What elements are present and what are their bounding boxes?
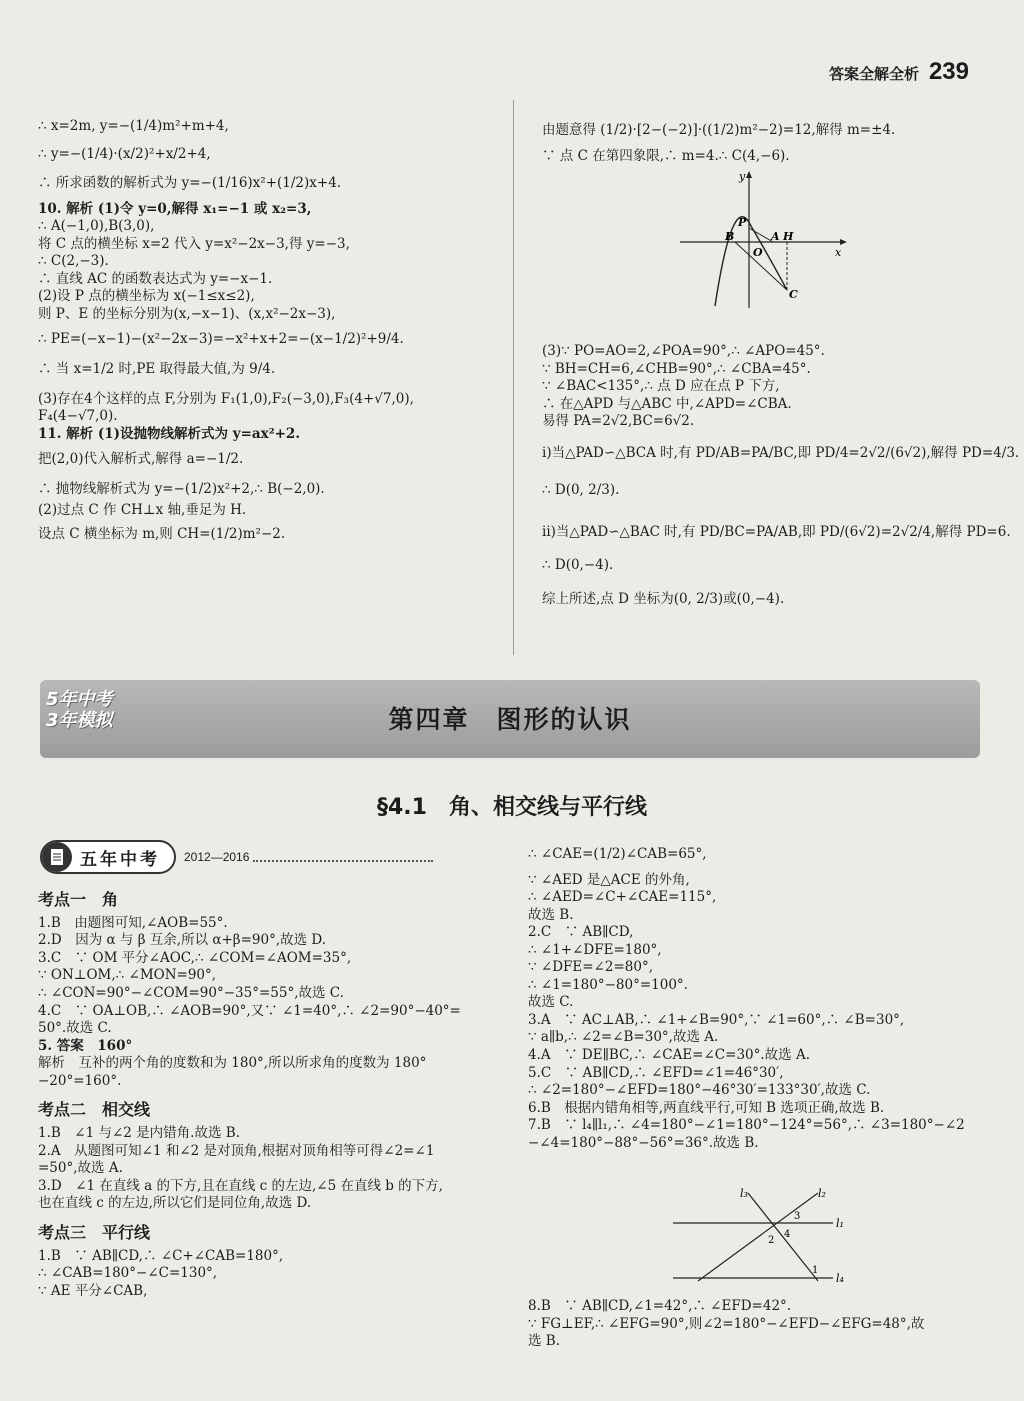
answer-line: −∠4=180°−88°−56°=36°.故选 B. xyxy=(528,1134,759,1151)
fig-label-3: 3 xyxy=(794,1211,801,1222)
fig-label-l4: l₄ xyxy=(836,1272,844,1285)
page-number: 239 xyxy=(928,58,969,85)
graph-label-y: y xyxy=(739,170,746,183)
fig-label-l1: l₁ xyxy=(836,1217,844,1230)
answer-line: 2.C ∵ AB∥CD, xyxy=(528,924,634,941)
text-line: ∴ A(−1,0),B(3,0), xyxy=(38,218,155,235)
answer-line: ∵ ON⊥OM,∴ ∠MON=90°, xyxy=(38,967,217,984)
text-line: 综上所述,点 D 坐标为(0, 2/3)或(0,−4). xyxy=(542,590,785,607)
answer-line: 7.B ∵ l₄∥l₁,∴ ∠4=180°−∠1=180°−124°=56°,∴ ∠3=180°−∠2 xyxy=(528,1117,965,1134)
topic-heading: 考点三 平行线 xyxy=(38,1222,151,1242)
answer-line: 2.A 从题图可知∠1 和∠2 是对顶角,根据对顶角相等可得∠2=∠1 xyxy=(38,1142,435,1159)
answer-line: 2.D 因为 α 与 β 互余,所以 α+β=90°,故选 D. xyxy=(38,932,327,949)
chapter-banner xyxy=(40,680,980,758)
page-header xyxy=(829,58,969,86)
graph-label-b: B xyxy=(725,230,735,243)
answer-line: 5.C ∵ AB∥CD,∴ ∠EFD=∠1=46°30′, xyxy=(528,1064,784,1081)
left-column xyxy=(38,118,508,543)
text-line: ii)当△PAD∽△BAC 时,有 PD/BC=PA/AB,即 PD/(6√2)=2√2/4,解得 PD=6. xyxy=(542,523,1011,540)
topic-heading: 考点二 相交线 xyxy=(38,1100,151,1120)
answer-line: 也在直线 c 的左边,所以它们是同位角,故选 D. xyxy=(38,1195,312,1212)
answer-line: 1.B ∵ AB∥CD,∴ ∠C+∠CAB=180°, xyxy=(38,1247,284,1264)
text-line: (2)设 P 点的横坐标为 x(−1≤x≤2), xyxy=(38,288,255,305)
text-line: F₄(4−√7,0). xyxy=(38,408,118,425)
text-line: 将 C 点的横坐标 x=2 代入 y=x²−2x−3,得 y=−3, xyxy=(38,235,350,252)
right-column-last xyxy=(528,1298,988,1351)
text-line: ∴ C(2,−3). xyxy=(38,253,109,270)
answer-line: 3.C ∵ OM 平分∠AOC,∴ ∠COM=∠AOM=35°, xyxy=(38,949,352,966)
fig-label-l2: l₂ xyxy=(818,1187,826,1200)
graph-label-c: C xyxy=(789,288,798,301)
graph-label-h: H xyxy=(783,230,794,243)
right-column-bottom xyxy=(542,343,1020,608)
logo-line: 3年模拟 xyxy=(46,709,113,731)
answer-line: 4.A ∵ DE∥BC,∴ ∠CAE=∠C=30°.故选 A. xyxy=(528,1047,810,1064)
parallel-lines-figure xyxy=(668,1183,858,1288)
answer-line: ∴ ∠AED=∠C+∠CAE=115°, xyxy=(528,889,717,906)
answer-line: 选 B. xyxy=(528,1333,561,1350)
text-line: ∵ BH=CH=6,∠CHB=90°,∴ ∠CBA=45°. xyxy=(542,360,811,377)
text-line: ∵ 点 C 在第四象限,∴ m=4.∴ C(4,−6). xyxy=(542,147,790,164)
answer-line: ∵ FG⊥EF,∴ ∠EFG=90°,则∠2=180°−∠EFD−∠EFG=48°,故 xyxy=(528,1315,925,1332)
text-line: (3)存在4个这样的点 F,分别为 F₁(1,0),F₂(−3,0),F₃(4+√7,0), xyxy=(38,390,414,407)
chapter-title: 第四章 图形的认识 xyxy=(388,705,632,734)
text-line: ∴ 当 x=1/2 时,PE 取得最大值,为 9/4. xyxy=(38,361,276,378)
dotted-rule xyxy=(253,852,433,862)
answer-line: ∴ ∠CON=90°−∠COM=90°−35°=55°,故选 C. xyxy=(38,984,344,1001)
graph-label-o: O xyxy=(753,246,763,259)
answer-line: ∵ ∠DFE=∠2=80°, xyxy=(528,959,653,976)
logo-line: 5年中考 xyxy=(46,689,113,710)
header-title: 答案全解全析 xyxy=(828,65,919,83)
text-line: ∴ D(0,−4). xyxy=(542,557,614,574)
answer-line: 故选 C. xyxy=(528,994,574,1011)
year-range: 2012—2016 xyxy=(184,850,250,864)
text-line: ∴ 所求函数的解析式为 y=−(1/16)x²+(1/2)x+4. xyxy=(38,175,342,192)
parabola-graph xyxy=(675,168,850,313)
text-line: ∴ x=2m, y=−(1/4)m²+m+4, xyxy=(38,118,229,134)
text-line: (2)过点 C 作 CH⊥x 轴,垂足为 H. xyxy=(38,502,247,519)
text-line: 易得 PA=2√2,BC=6√2. xyxy=(542,413,695,430)
answer-line: 8.B ∵ AB∥CD,∠1=42°,∴ ∠EFD=42°. xyxy=(528,1298,792,1314)
text-line: (3)∵ PO=AO=2,∠POA=90°,∴ ∠APO=45°. xyxy=(542,343,825,359)
answer-line: ∵ ∠AED 是△ACE 的外角, xyxy=(528,871,690,888)
text-line: ∴ PE=(−x−1)−(x²−2x−3)=−x²+x+2=−(x−1/2)²+9/4. xyxy=(38,331,404,348)
answer-line: ∴ ∠1=180°−80°=100°. xyxy=(528,976,688,993)
answer-line: 3.A ∵ AC⊥AB,∴ ∠1+∠B=90°,∵ ∠1=60°,∴ ∠B=30°, xyxy=(528,1011,905,1028)
answer-line: ∵ a∥b,∴ ∠2=∠B=30°,故选 A. xyxy=(528,1029,719,1046)
answer-line: ∴ ∠1+∠DFE=180°, xyxy=(528,941,662,958)
five-year-exam-label: 五年中考 xyxy=(80,849,160,870)
fig-label-2: 2 xyxy=(768,1235,775,1246)
answer-line: 6.B 根据内错角相等,两直线平行,可知 B 选项正确,故选 B. xyxy=(528,1099,885,1116)
answer-line: ∴ ∠CAE=(1/2)∠CAB=65°, xyxy=(528,846,707,862)
text-line: 把(2,0)代入解析式,解得 a=−1/2. xyxy=(38,451,244,468)
answer-line: ∴ ∠2=180°−∠EFD=180°−46°30′=133°30′,故选 C. xyxy=(528,1082,871,1099)
text-line: ∴ y=−(1/4)·(x/2)²+x/2+4, xyxy=(38,145,211,162)
answer-line: 故选 B. xyxy=(528,906,574,923)
section-title: §4.1 角、相交线与平行线 xyxy=(377,795,647,820)
answer-line: =50°,故选 A. xyxy=(38,1160,123,1177)
five-year-exam-pill xyxy=(40,840,176,874)
fig-label-4: 4 xyxy=(784,1229,791,1240)
graph-label-x: x xyxy=(835,246,842,259)
text-line: ∴ 在△APD 与△ABC 中,∠APD=∠CBA. xyxy=(542,395,792,412)
answer-line: 1.B ∠1 与∠2 是内错角.故选 B. xyxy=(38,1125,240,1142)
text-line: ∵ ∠BAC<135°,∴ 点 D 应在点 P 下方, xyxy=(542,378,780,395)
right-column-answers xyxy=(528,846,988,1152)
right-column-top xyxy=(542,122,982,165)
document-icon xyxy=(42,842,72,872)
answer-line: 4.C ∵ OA⊥OB,∴ ∠AOB=90°,又∵ ∠1=40°,∴ ∠2=90°−40°= xyxy=(38,1002,461,1019)
column-divider xyxy=(513,100,514,655)
answer-line: ∵ AE 平分∠CAB, xyxy=(38,1282,148,1299)
fig-label-l3: l₃ xyxy=(740,1187,748,1200)
answer-line: 解析 互补的两个角的度数和为 180°,所以所求角的度数为 180° xyxy=(38,1055,427,1072)
text-line: ∴ D(0, 2/3). xyxy=(542,482,620,499)
answer-line: 3.D ∠1 在直线 a 的下方,且在直线 c 的左边,∠5 在直线 b 的下方, xyxy=(38,1177,443,1194)
text-line: 11. 解析 (1)设抛物线解析式为 y=ax²+2. xyxy=(38,425,301,442)
text-line: 则 P、E 的坐标分别为(x,−x−1)、(x,x²−2x−3), xyxy=(38,305,336,322)
answer-line: 50°.故选 C. xyxy=(38,1020,112,1037)
answer-line: ∴ ∠CAB=180°−∠C=130°, xyxy=(38,1265,218,1282)
answer-line: 5. 答案 160° xyxy=(38,1037,133,1054)
answer-line: 1.B 由题图可知,∠AOB=55°. xyxy=(38,914,228,931)
text-line: 10. 解析 (1)令 y=0,解得 x₁=−1 或 x₂=3, xyxy=(38,200,312,217)
text-line: i)当△PAD∽△BCA 时,有 PD/AB=PA/BC,即 PD/4=2√2/(6√2),解得 PD=4/3. xyxy=(542,444,1020,461)
text-line: ∴ 直线 AC 的函数表达式为 y=−x−1. xyxy=(38,270,273,287)
topic-heading: 考点一 角 xyxy=(38,890,119,909)
graph-label-a: A xyxy=(771,230,780,243)
graph-label-p: P xyxy=(738,216,747,229)
five-year-exam-header xyxy=(40,840,433,874)
text-line: 由题意得 (1/2)·[2−(−2)]·((1/2)m²−2)=12,解得 m=±4. xyxy=(542,122,896,138)
left-column-bottom xyxy=(38,890,508,1300)
text-line: ∴ 抛物线解析式为 y=−(1/2)x²+2,∴ B(−2,0). xyxy=(38,480,325,497)
text-line: 设点 C 横坐标为 m,则 CH=(1/2)m²−2. xyxy=(38,525,286,542)
answer-line: −20°=160°. xyxy=(38,1072,122,1089)
fig-label-1: 1 xyxy=(812,1265,819,1276)
